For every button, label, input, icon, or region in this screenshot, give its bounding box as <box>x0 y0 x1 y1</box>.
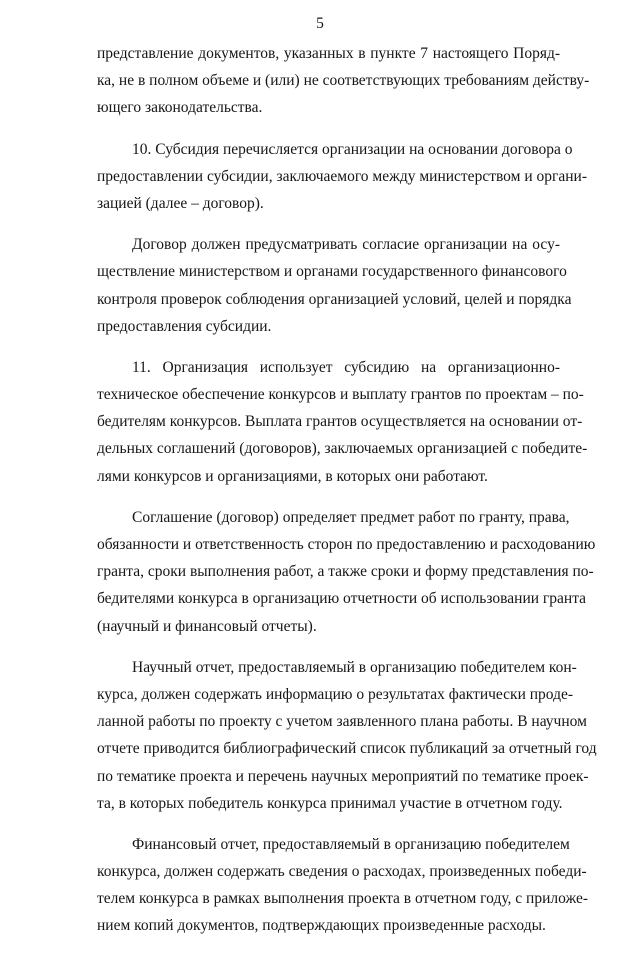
text-line: телем конкурса в рамках выполнения проекта в отчетном году, с приложе- <box>97 890 589 908</box>
text-line: предоставлении субсидии, заключаемого между министерством и органи- <box>97 167 587 185</box>
text-line: зацией (далее – договор). <box>97 194 264 212</box>
text-line: гранта, сроки выполнения работ, а также сроки и форму представления по- <box>97 563 594 581</box>
text-line: обязанности и ответственность сторон по предоставлению и расходованию <box>97 536 596 553</box>
text-line: бедителями конкурса в организацию отчетности об использовании гранта <box>97 590 587 608</box>
page-number: 5 <box>316 15 324 32</box>
text-line: ществление министерством и органами государственного финансового <box>97 263 567 281</box>
text-line: контроля проверок соблюдения организацией условий, целей и порядка <box>97 290 572 308</box>
text-line: нием копий документов, подтверждающих произведенные расходы. <box>97 917 546 935</box>
text-line: по тематике проекта и перечень научных мероприятий по тематике проек- <box>97 767 589 785</box>
text-line: предоставления субсидии. <box>97 317 272 335</box>
text-line: 11. Организация использует субсидию на организационно- <box>132 358 560 376</box>
text-line: Научный отчет, предоставляемый в организацию победителем кон- <box>132 658 577 676</box>
text-line: техническое обеспечение конкурсов и выплату грантов по проектам – по- <box>97 386 584 404</box>
text-line: ющего законодательства. <box>97 99 263 117</box>
text-line: лями конкурсов и организациями, в которых они работают. <box>97 467 488 485</box>
text-line: Соглашение (договор) определяет предмет работ по гранту, права, <box>132 508 570 526</box>
paragraph-item-11 <box>97 354 588 490</box>
text-line: 10. Субсидия перечисляется организации на основании договора о <box>132 140 573 158</box>
text-line: (научный и финансовый отчеты). <box>97 617 317 635</box>
text-line: ка, не в полном объеме и (или) не соответствующих требованиям действу- <box>97 72 590 90</box>
text-line: отчете приводится библиографический список публикаций за отчетный год <box>97 740 597 758</box>
text-line: ланной работы по проекту с учетом заявленного плана работы. В научном <box>97 713 587 731</box>
document-body <box>97 40 597 954</box>
text-line: курса, должен содержать информацию о результатах фактически проде- <box>97 685 574 703</box>
text-line: конкурса, должен содержать сведения о расходах, произведенных победи- <box>97 863 587 881</box>
paragraph-scientific-report <box>97 654 597 817</box>
text-line: бедителям конкурсов. Выплата грантов осуществляется на основании от- <box>97 413 583 431</box>
text-line: Договор должен предусматривать согласие организации на осу- <box>132 236 560 254</box>
text-line: представление документов, указанных в пункте 7 настоящего Поряд- <box>97 45 560 62</box>
paragraph-agreement <box>97 504 596 640</box>
paragraph-financial-report <box>97 831 589 940</box>
text-line: дельных соглашений (договоров), заключаемых организацией с победите- <box>97 440 588 458</box>
text-line: та, в которых победитель конкурса принимал участие в отчетном году. <box>97 794 563 812</box>
text-line: Финансовый отчет, предоставляемый в организацию победителем <box>132 835 570 853</box>
paragraph-item-10 <box>97 136 587 218</box>
paragraph-continuation <box>97 40 590 122</box>
paragraph-contract-consent <box>97 231 572 340</box>
